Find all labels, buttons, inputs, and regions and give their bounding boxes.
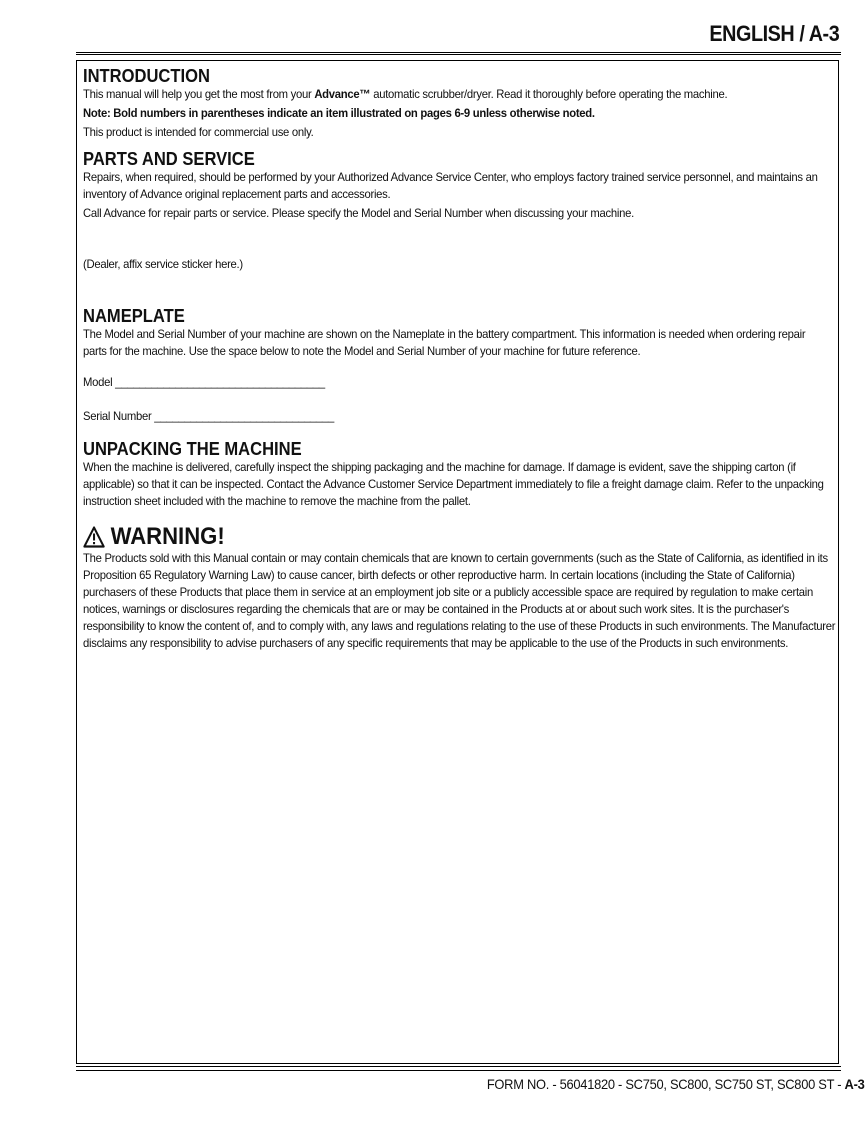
content bbox=[83, 66, 836, 652]
nameplate-paragraph: The Model and Serial Number of your machine are shown on the Nameplate in the battery compartment. This information is needed when ordering repair parts for the machine. Use the space below to note the Model and Serial Number of your machine for future reference. bbox=[83, 327, 806, 358]
warning-heading bbox=[83, 524, 773, 550]
commercial-use-text: This product is intended for commercial use only. bbox=[83, 125, 314, 139]
warning-paragraph: The Products sold with this Manual contain or may contain chemicals that are known to certain governments (such as the State of California, as identified in its Proposition 65 Regulatory Warning Law) to cause cancer, birth defects or other reproductive harm. In certain locations (including the State of California) purchasers of these Products that place them in service at an employment job site or a publicly accessible space are required by regulation to make certain notices, warnings or disclosures regarding the chemicals that are or may be contained in the Products at or about such work sites. It is the purchaser's responsibility to know the content of, and to comply with, any laws and regulations relating to the use of these Products in such environments. The Manufacturer disclaims any responsibility to advise purchasers of any specific requirements that may be applicable to the use of the Products in such environments. bbox=[83, 551, 836, 650]
parts-service-title: PARTS AND SERVICE bbox=[83, 149, 255, 169]
introduction-note bbox=[83, 105, 835, 122]
introduction-text-end: automatic scrubber/dryer. Read it thoroughly before operating the machine. bbox=[370, 87, 728, 101]
nameplate-title: NAMEPLATE bbox=[83, 306, 185, 326]
introduction-paragraph bbox=[83, 86, 835, 103]
serial-number-field: Serial Number ______________________________ bbox=[83, 409, 335, 423]
unpacking-paragraph: When the machine is delivered, carefully inspect the shipping packaging and the machine for damage. If damage is evident, save the shipping carton (if applicable) so that it can be inspected. Contact the Advance Customer Service Department immediately to file a freight damage claim. Refer to the unpacking instruction sheet included with the machine to remove the machine from the pallet. bbox=[83, 460, 824, 508]
brand-name: Advance™ bbox=[314, 87, 371, 101]
parts-service-call-text: Call Advance for repair parts or service. Please specify the Model and Serial Number when discussing your machine. bbox=[83, 206, 634, 220]
page-header bbox=[76, 20, 841, 53]
warning-title: WARNING! bbox=[110, 523, 225, 550]
dealer-sticker-text: (Dealer, affix service sticker here.) bbox=[83, 257, 243, 271]
unpacking-title: UNPACKING THE MACHINE bbox=[83, 439, 302, 459]
footer-page-number: A-3 bbox=[844, 1076, 864, 1092]
footer-text: FORM NO. - 56041820 - SC750, SC800, SC750 ST, SC800 ST - bbox=[486, 1076, 845, 1092]
parts-service-paragraph: Repairs, when required, should be performed by your Authorized Advance Service Center, who employs factory trained service personnel, and maintains an inventory of Advance original replacement parts and accessories. bbox=[83, 170, 818, 201]
model-field: Model ___________________________________ bbox=[83, 375, 325, 389]
introduction-title: INTRODUCTION bbox=[83, 66, 210, 86]
page-footer bbox=[76, 1066, 841, 1075]
page-header-title: ENGLISH / A-3 bbox=[709, 21, 839, 46]
footer-form-number bbox=[486, 1076, 864, 1092]
warning-triangle-icon bbox=[83, 526, 105, 548]
note-text: Note: Bold numbers in parentheses indicate an item illustrated on pages 6-9 unless otherwise noted. bbox=[83, 106, 595, 120]
introduction-text: This manual will help you get the most from your bbox=[83, 87, 315, 101]
content-frame bbox=[76, 60, 839, 1064]
